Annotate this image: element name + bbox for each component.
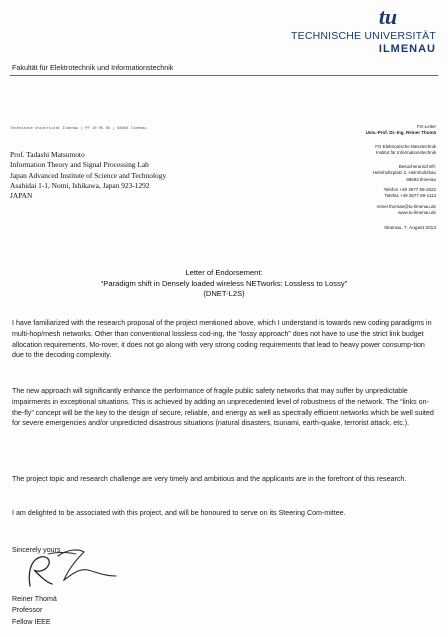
recipient-line: Asahidai 1-1, Nomi, Ishikawa, Japan 923-1292 — [10, 180, 150, 190]
fax-number: Telefax +49 3677 69-1113 — [384, 193, 436, 199]
university-name: TECHNISCHE UNIVERSITÄT — [291, 30, 436, 42]
university-city: ILMENAU — [378, 43, 436, 55]
department-line: FG Elektronische Messtechnik — [375, 144, 436, 149]
signatory-title: Professor — [12, 606, 43, 615]
heading-acronym: (DNET-L2S) — [203, 289, 245, 298]
signatory-name: Reiner Thomä — [12, 595, 57, 603]
letter-heading — [0, 268, 448, 300]
heading-title: Letter of Endorsement: — [185, 268, 263, 277]
paragraph-1: I have familiarized with the research proposal of the project mentioned above, which I understand is towards new coding paradigms in multi-hop/mesh networks. Other than conventional lossless cod-ing, the “lossy approach” does not have to use the strict link budget allocation requirements. Mo-rover, it does not go along with very strong coding requirements that lead to heavy power consump-tion due to the decoding complexity. — [12, 319, 432, 360]
visitor-label: Besucheranschrift: — [398, 164, 436, 169]
recipient-line: Prof. Tadashi Matsumoto — [10, 150, 85, 159]
recipient-line: JAPAN — [10, 191, 33, 201]
sender-department — [375, 144, 436, 157]
sender-info-head — [366, 124, 436, 137]
university-logo — [366, 4, 410, 30]
visitor-line: Helmholtzplatz 2, Helmholtzbau — [372, 170, 436, 176]
recipient-line: Japan Advanced Institute of Science and Technology — [10, 170, 167, 180]
salutation: Sincerely yours — [12, 546, 61, 554]
signatory — [12, 594, 57, 628]
paragraph-2: The new approach will significantly enhance the performance of fragile public safety networks that may suffer by unpredictable impairments in exceptional situations. This is achieved by adding an unprecedented level of robustness of the network. The “links on-the-fly” concept will be the key to the design of secure, reliable, and energy as well as spectrally efficient networks which be well suited for severe emergencies and/or unpredicted disastrous situations (natural disasters, tsunami, earth-quake, terrorist attack, etc.). — [12, 387, 434, 428]
department-line: Institut für Informationstechnik — [375, 150, 436, 156]
sender-role: FG-Leiter — [416, 124, 436, 129]
faculty-name: Fakultät für Elektrotechnik und Informationstechnik — [12, 63, 174, 72]
recipient-address — [10, 150, 166, 201]
paragraph-3: The project topic and research challenge are very timely and ambitious and the applicants are in the forefront of this research. — [12, 475, 407, 483]
heading-project: “Paradigm shift in Densely loaded wireless NETworks: Lossless to Lossy” — [100, 278, 348, 288]
visitor-line: 98693 Ilmenau — [406, 176, 436, 182]
recipient-line: Information Theory and Signal Processing Lab — [10, 160, 149, 170]
website: www.tu-ilmenau.de — [397, 210, 436, 216]
phone-number: Telefon +49 3677 69-2622 — [383, 187, 436, 192]
paragraph-4: I am delighted to be associated with this project, and will be honoured to serve on its Steering Com-mittee. — [12, 509, 346, 517]
letter-date: Ilmenau, 7. August 2013 — [384, 226, 436, 231]
sender-name: Univ.-Prof. Dr.-Ing. Reiner Thomä — [365, 130, 436, 136]
signatory-fellowship: Fellow IEEE — [12, 617, 51, 626]
letterhead-divider — [10, 75, 438, 76]
online-contact — [377, 204, 436, 217]
sender-return-address: Technische Universität Ilmenau | PF 10 05 65 | 98684 Ilmenau — [10, 127, 147, 131]
visitor-address — [373, 164, 436, 183]
contact-numbers — [384, 187, 436, 200]
email-address: reiner.thomae@tu-ilmenau.de — [376, 204, 436, 209]
logo-text: tu — [378, 4, 398, 29]
handwritten-signature — [18, 546, 128, 594]
